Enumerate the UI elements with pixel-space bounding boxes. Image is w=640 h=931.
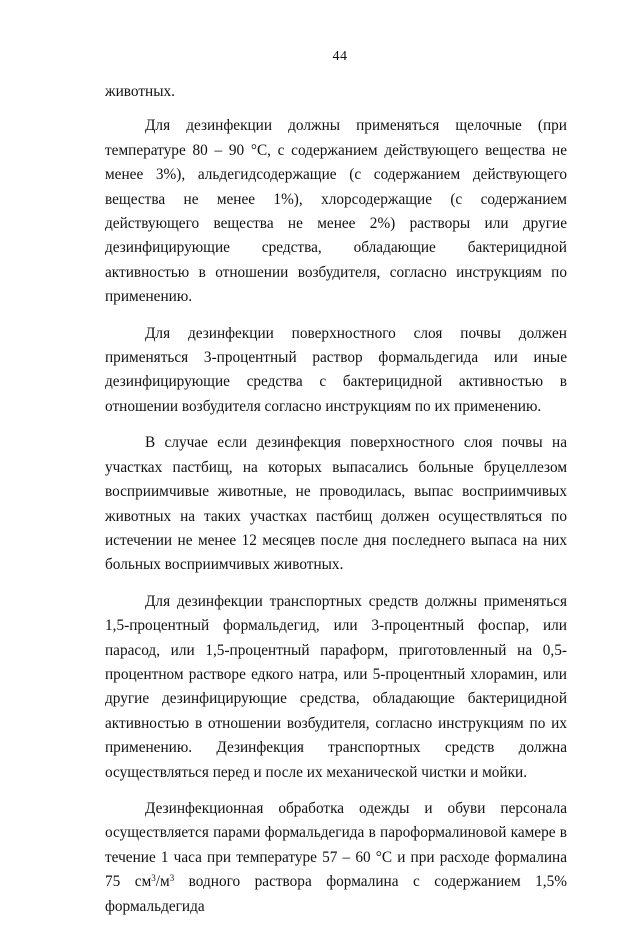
paragraph-continuation: животных. [105, 83, 175, 100]
unit-superscript-1: 3 [151, 873, 156, 884]
unit-superscript-2: 3 [169, 873, 175, 884]
paragraph-pasture-grazing: В случае если дезинфекция поверхностного слоя почвы на участках пастбищ, на которых выпасались больные бруцеллезом восприимчивые животные, не проводилась, выпас восприимчивых животных на таких участках пастбищ должен осуществляться по истечении не менее 12 месяцев после дня последнего выпаса на них больных восприимчивых животных. [105, 434, 567, 574]
page-number: 44 [332, 49, 348, 64]
paragraph-soil-disinfection: Для дезинфекции поверхностного слоя почвы должен применяться 3-процентный раствор формальдегида или иные дезинфицирующие средства с бактерицидной активностью в отношении возбудителя согласно инструкциям по их применению. [105, 324, 567, 415]
paragraph-clothing-treatment [105, 797, 567, 919]
clothing-text-start: Дезинфекционная обработка одежды и обуви персонала осуществляется парами формальдегида в пароформалиновой камере в течение 1 часа при температуре 57 – 60 °С и при расходе формалина 75 см [105, 799, 567, 891]
paragraph-disinfectant-solutions: Для дезинфекции должны применяться щелочные (при температуре 80 – 90 °С, с содержанием действующего вещества не менее 3%), альдегидсодержащие (с содержанием действующего вещества не менее 1%), хлорсодержащие (с содержанием действующего вещества не менее 2%) растворы или другие дезинфицирующие средства, обладающие бактерицидной активностью в отношении возбудителя, согласно инструкциям по применению. [105, 117, 567, 306]
paragraph-vehicle-disinfection: Для дезинфекции транспортных средств должны применяться 1,5-процентный формальдегид, или 3-процентный фоспар, или парасод, или 1,5-процентный параформ, приготовленный на 0,5-процентном растворе едкого натра, или 5-процентный хлорамин, или другие дезинфицирующие средства, обладающие бактерицидной активностью в отношении возбудителя, согласно инструкциям по их применению. Дезинфекция транспортных средств должна осуществляться перед и после их механической чистки и мойки. [105, 592, 567, 781]
unit-separator: /м [155, 873, 170, 891]
body-text [105, 80, 567, 931]
clothing-text-end: водного раствора формалина с содержанием 1,5% формальдегида [105, 873, 568, 915]
